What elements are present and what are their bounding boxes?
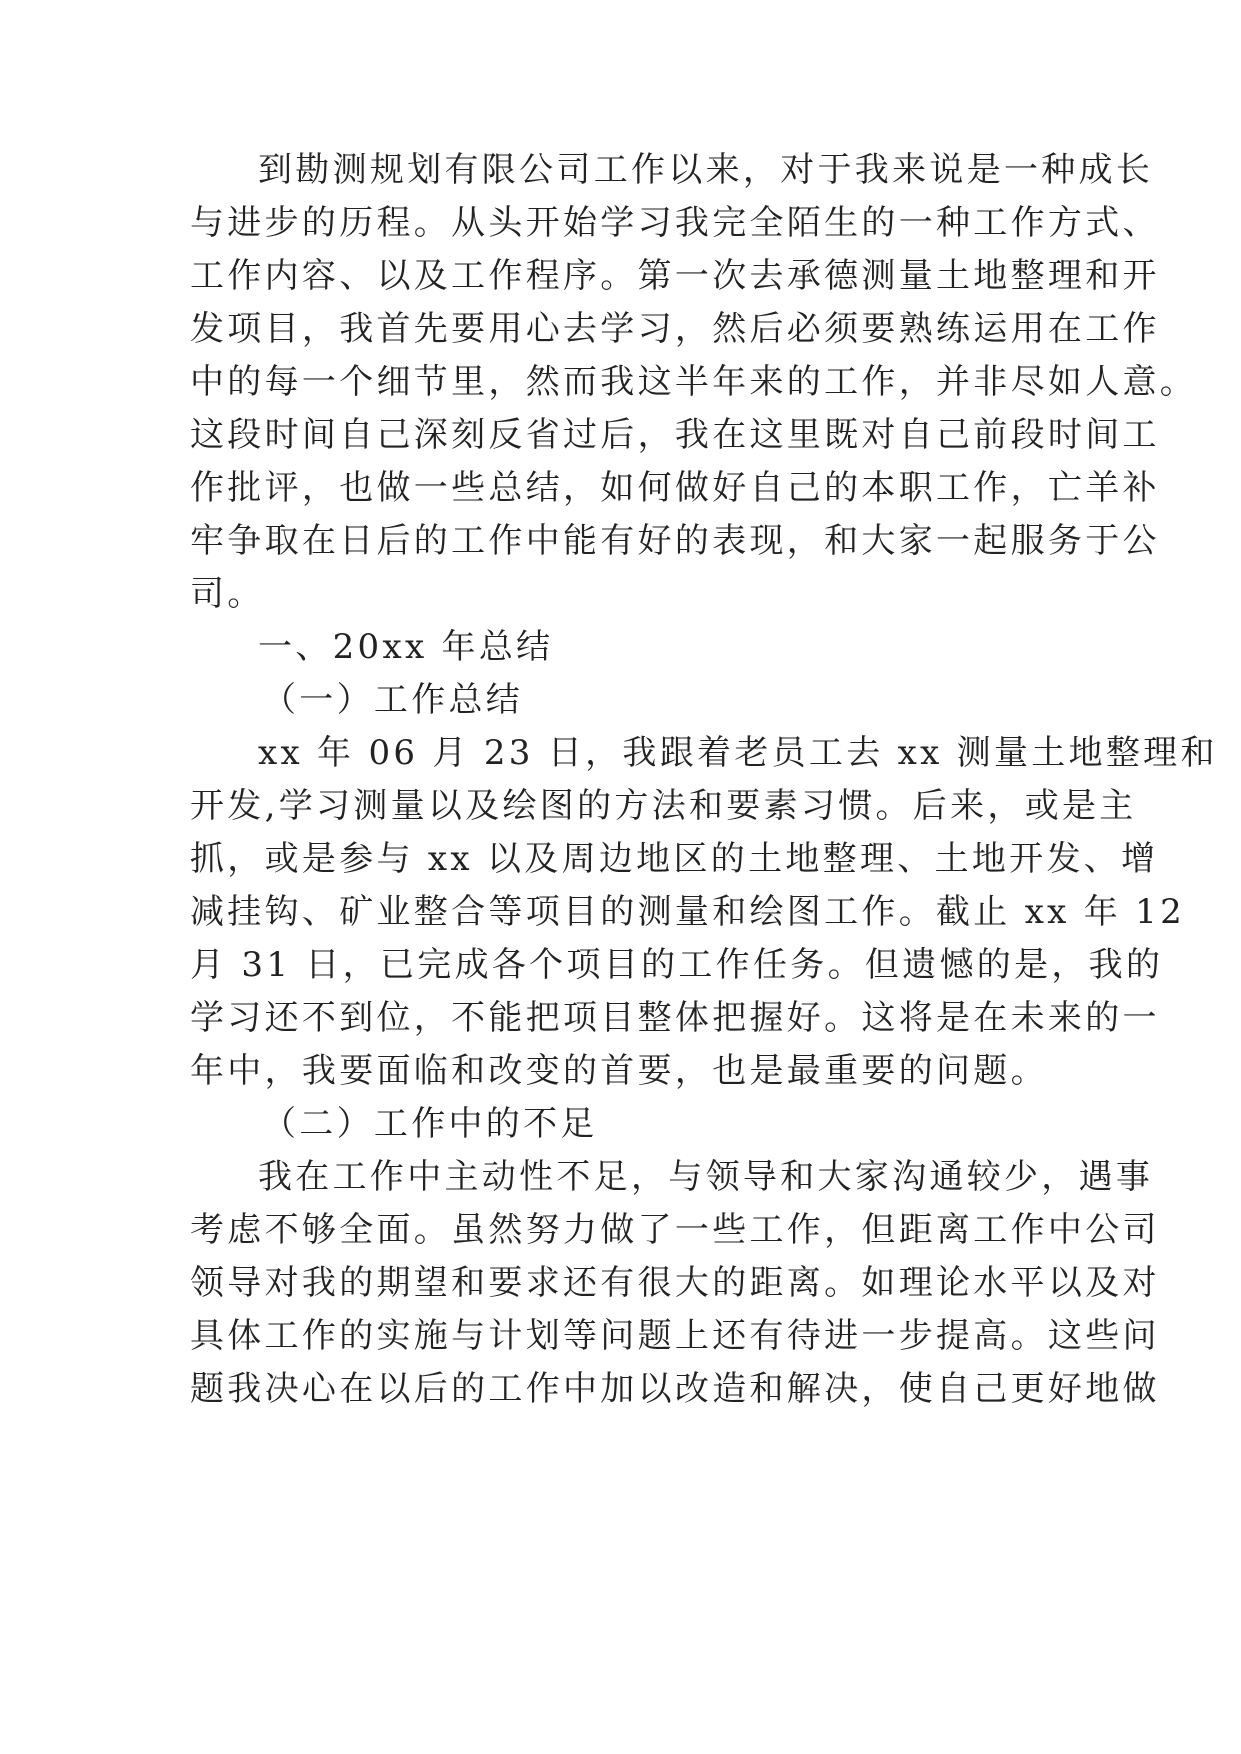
paragraph-intro-line-4: 发项目，我首先要用心去学习，然后必须要熟练运用在工作 <box>190 309 1160 349</box>
paragraph-work-line-3: 抓，或是参与 xx 以及周边地区的土地整理、土地开发、增 <box>190 839 1159 879</box>
paragraph-intro-line-3: 工作内容、以及工作程序。第一次去承德测量土地整理和开 <box>190 256 1160 296</box>
paragraph-intro-line-9: 司。 <box>190 574 265 614</box>
subsection-heading-shortcomings: （二）工作中的不足 <box>262 1104 598 1144</box>
paragraph-work-line-5: 月 31 日，已完成各个项目的工作任务。但遗憾的是，我的 <box>190 945 1164 985</box>
section-heading-summary: 一、20xx 年总结 <box>258 627 554 667</box>
paragraph-shortcomings-line-2: 考虑不够全面。虽然努力做了一些工作，但距离工作中公司 <box>190 1210 1160 1250</box>
paragraph-work-line-7: 年中，我要面临和改变的首要，也是最重要的问题。 <box>190 1051 1048 1091</box>
paragraph-intro-line-5: 中的每一个细节里，然而我这半年来的工作，并非尽如人意。 <box>190 362 1198 402</box>
paragraph-intro-line-8: 牢争取在日后的工作中能有好的表现，和大家一起服务于公 <box>190 521 1160 561</box>
paragraph-intro-line-6: 这段时间自己深刻反省过后，我在这里既对自己前段时间工 <box>190 415 1160 455</box>
paragraph-work-line-2: 开发,学习测量以及绘图的方法和要素习惯。后来，或是主 <box>190 786 1137 826</box>
paragraph-shortcomings-line-5: 题我决心在以后的工作中加以改造和解决，使自己更好地做 <box>190 1369 1160 1409</box>
subsection-heading-work-summary: （一）工作总结 <box>262 680 524 720</box>
paragraph-shortcomings-line-3: 领导对我的期望和要求还有很大的距离。如理论水平以及对 <box>190 1263 1160 1303</box>
paragraph-intro-line-7: 作批评，也做一些总结，如何做好自己的本职工作，亡羊补 <box>190 468 1160 508</box>
paragraph-work-line-6: 学习还不到位，不能把项目整体把握好。这将是在未来的一 <box>190 998 1160 1038</box>
paragraph-work-line-1: xx 年 06 月 23 日，我跟着老员工去 xx 测量土地整理和 <box>258 733 1218 773</box>
paragraph-intro-line-1: 到勘测规划有限公司工作以来，对于我来说是一种成长 <box>258 150 1154 190</box>
paragraph-work-line-4: 减挂钩、矿业整合等项目的测量和绘图工作。截止 xx 年 12 <box>190 892 1186 932</box>
paragraph-shortcomings-line-1: 我在工作中主动性不足，与领导和大家沟通较少，遇事 <box>258 1157 1154 1197</box>
paragraph-shortcomings-line-4: 具体工作的实施与计划等问题上还有待进一步提高。这些问 <box>190 1316 1160 1356</box>
paragraph-intro-line-2: 与进步的历程。从头开始学习我完全陌生的一种工作方式、 <box>190 203 1160 243</box>
